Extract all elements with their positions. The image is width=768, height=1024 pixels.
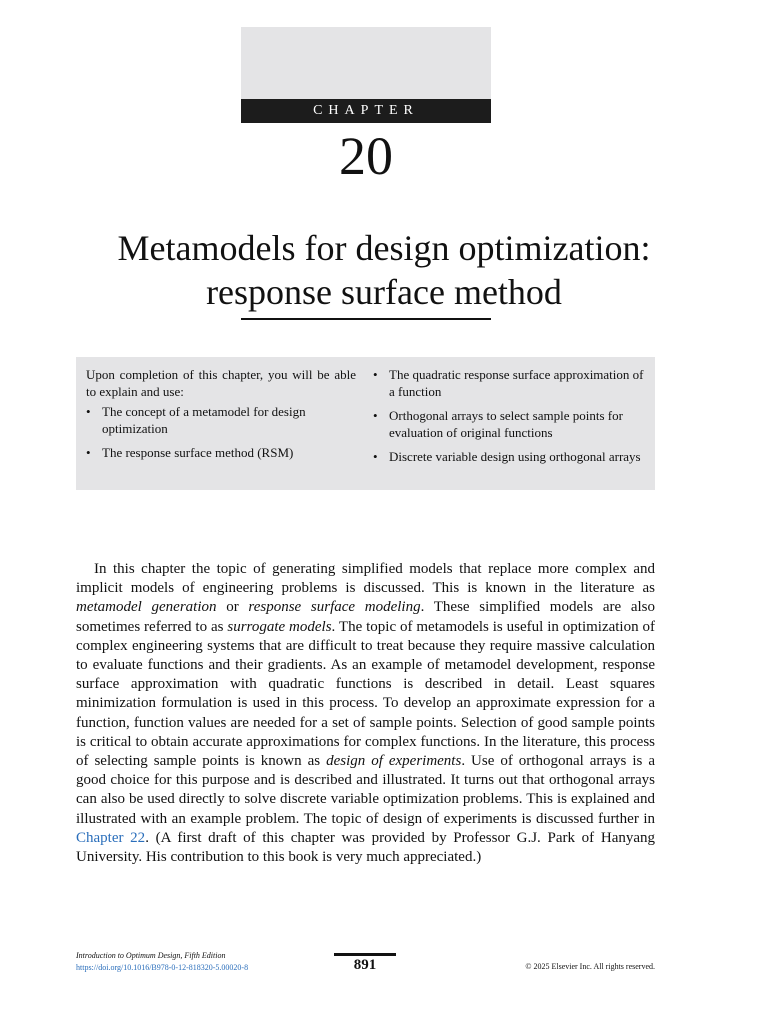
- chapter-number: 20: [339, 126, 393, 186]
- footer-copyright: © 2025 Elsevier Inc. All rights reserved.: [525, 962, 655, 971]
- chapter-label: CHAPTER: [241, 99, 491, 123]
- chapter-22-link[interactable]: Chapter 22: [76, 829, 146, 846]
- learning-objectives-box: [76, 357, 655, 490]
- objective-item: • Orthogonal arrays to select sample points for evaluation of original functions: [373, 407, 647, 441]
- intro-paragraph: [76, 560, 655, 867]
- term-response-surface-modeling: response surface modeling: [248, 599, 421, 616]
- page-number-rule: [334, 953, 396, 956]
- title-rule: [241, 318, 491, 320]
- objectives-left-column: [86, 366, 356, 468]
- objective-item: • The response surface method (RSM): [86, 444, 356, 461]
- body-text-run: . (A first draft of this chapter was provided by Professor G.J. Park of Hanyang University. His contribution to this book is very much appreciated.): [76, 829, 656, 866]
- chapter-title: [40, 226, 728, 314]
- body-text-run: . The topic of metamodels is useful in optimization of complex engineering systems that are difficult to treat because they require massive calculation to evaluate functions and their gradients. As an example of metamodel development, response surface approximation with quadratic functions is described in detail. Least squares minimization formulation is used in this process. To develop an approximate expression for a function, function values are needed for a set of sample points. Selection of good sample points is critical to obtain accurate approximations for complex functions. In the literature, this process of selecting sample points is known as: [76, 618, 655, 770]
- objective-item: • Discrete variable design using orthogonal arrays: [373, 448, 647, 465]
- objectives-list-right: [373, 366, 647, 465]
- objectives-list-left: [86, 403, 356, 461]
- chapter-title-line-1: Metamodels for design optimization:: [117, 228, 651, 268]
- objectives-right-column: [373, 366, 647, 472]
- body-text-run: In this chapter the topic of generating simplified models that replace more complex and implicit models of engineering problems is discussed. This is known in the literature as: [76, 561, 655, 597]
- term-design-of-experiments: design of experiments: [326, 753, 462, 770]
- body-text-run: or: [216, 599, 249, 616]
- footer-book-title: Introduction to Optimum Design, Fifth Edition: [76, 951, 226, 960]
- term-metamodel-generation: metamodel generation: [76, 599, 217, 616]
- objective-item: • The quadratic response surface approximation of a function: [373, 366, 647, 400]
- body-text-run: . Use of orthogonal arrays is a good choice for this purpose and is described and illustrated. It turns out that orthogonal arrays can also be used directly to solve discrete variable optimization problems. This is explained and illustrated with an example problem. The topic of design of experiments is discussed further in: [76, 753, 655, 827]
- footer-citation: [76, 950, 336, 974]
- term-surrogate-models: surrogate models: [227, 618, 332, 635]
- objective-item: • The concept of a metamodel for design optimization: [86, 403, 356, 437]
- chapter-title-line-2: response surface method: [206, 272, 562, 312]
- objectives-intro: Upon completion of this chapter, you will be able to explain and use:: [86, 367, 356, 399]
- footer-doi-link[interactable]: https://doi.org/10.1016/B978-0-12-818320-5.00020-8: [76, 963, 249, 972]
- body-text-run: . These simplified models are also sometimes referred to as: [76, 599, 655, 635]
- page-number: 891: [353, 957, 377, 973]
